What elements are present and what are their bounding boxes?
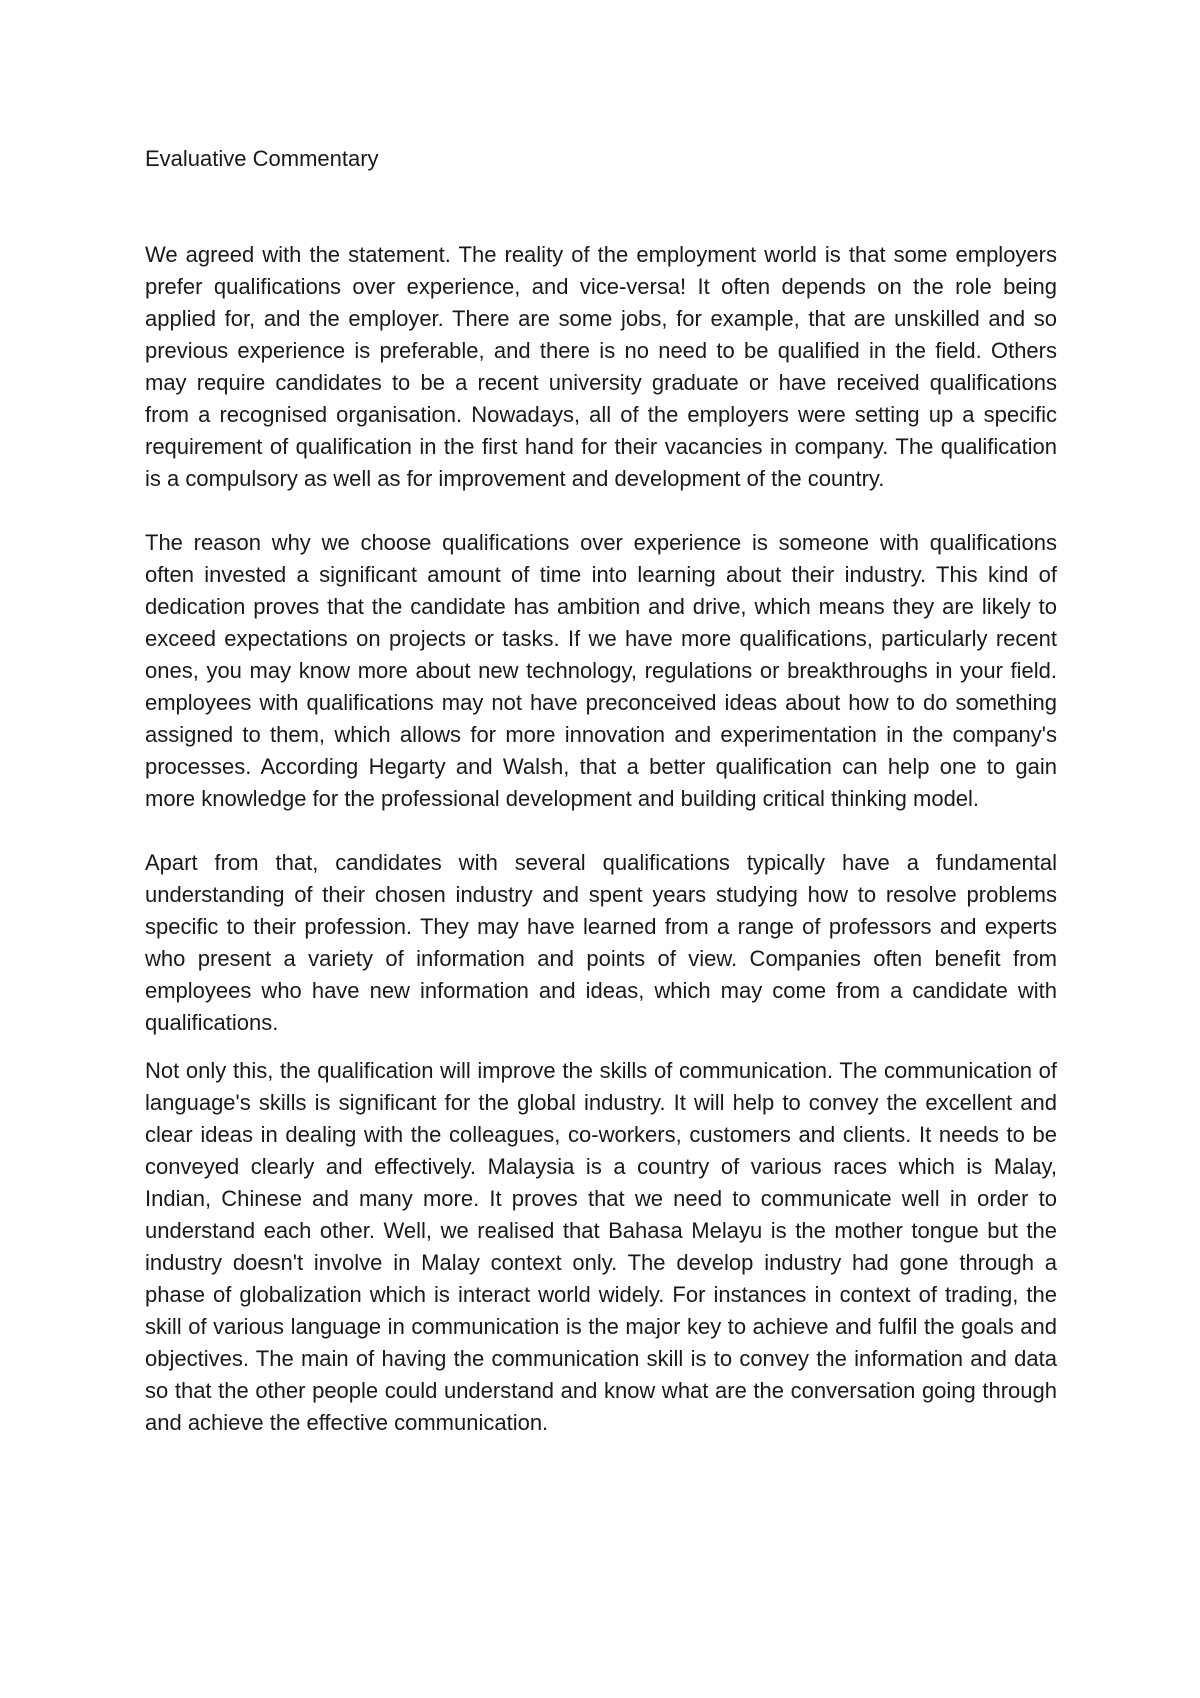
paragraph-2: The reason why we choose qualifications over experience is someone with qualifications often invested a significant amount of time into learning about their industry. This kind of dedication proves that the candidate has ambition and drive, which means they are likely to exceed expectations on projects or tasks. If we have more qualifications, particularly recent ones, you may know more about new technology, regulations or breakthroughs in your field. employees with qualifications may not have preconceived ideas about how to do something assigned to them, which allows for more innovation and experimentation in the company's processes. According Hegarty and Walsh, that a better qualification can help one to gain more knowledge for the professional development and building critical thinking model.	[145, 530, 1057, 811]
paragraph-4: Not only this, the qualification will improve the skills of communication. The communication of language's skills is significant for the global industry. It will help to convey the excellent and clear ideas in dealing with the colleagues, co-workers, customers and clients. It needs to be conveyed clearly and effectively. Malaysia is a country of various races which is Malay, Indian, Chinese and many more. It proves that we need to communicate well in order to understand each other. Well, we realised that Bahasa Melayu is the mother tongue but the industry doesn't involve in Malay context only. The develop industry had gone through a phase of globalization which is interact world widely. For instances in context of trading, the skill of various language in communication is the major key to achieve and fulfil the goals and objectives. The main of having the communication skill is to convey the information and data so that the other people could understand and know what are the conversation going through and achieve the effective communication.	[145, 1058, 1057, 1435]
paragraph-3: Apart from that, candidates with several qualifications typically have a fundamental understanding of their chosen industry and spent years studying how to resolve problems specific to their profession. They may have learned from a range of professors and experts who present a variety of information and points of view. Companies often benefit from employees who have new information and ideas, which may come from a candidate with qualifications.	[145, 850, 1057, 1035]
document-body	[145, 143, 1057, 1439]
paragraph-1: We agreed with the statement. The reality of the employment world is that some employers prefer qualifications over experience, and vice-versa! It often depends on the role being applied for, and the employer. There are some jobs, for example, that are unskilled and so previous experience is preferable, and there is no need to be qualified in the field. Others may require candidates to be a recent university graduate or have received qualifications from a recognised organisation. Nowadays, all of the employers were setting up a specific requirement of qualification in the first hand for their vacancies in company. The qualification is a compulsory as well as for improvement and development of the country.	[145, 242, 1057, 491]
document-title: Evaluative Commentary	[145, 146, 379, 171]
